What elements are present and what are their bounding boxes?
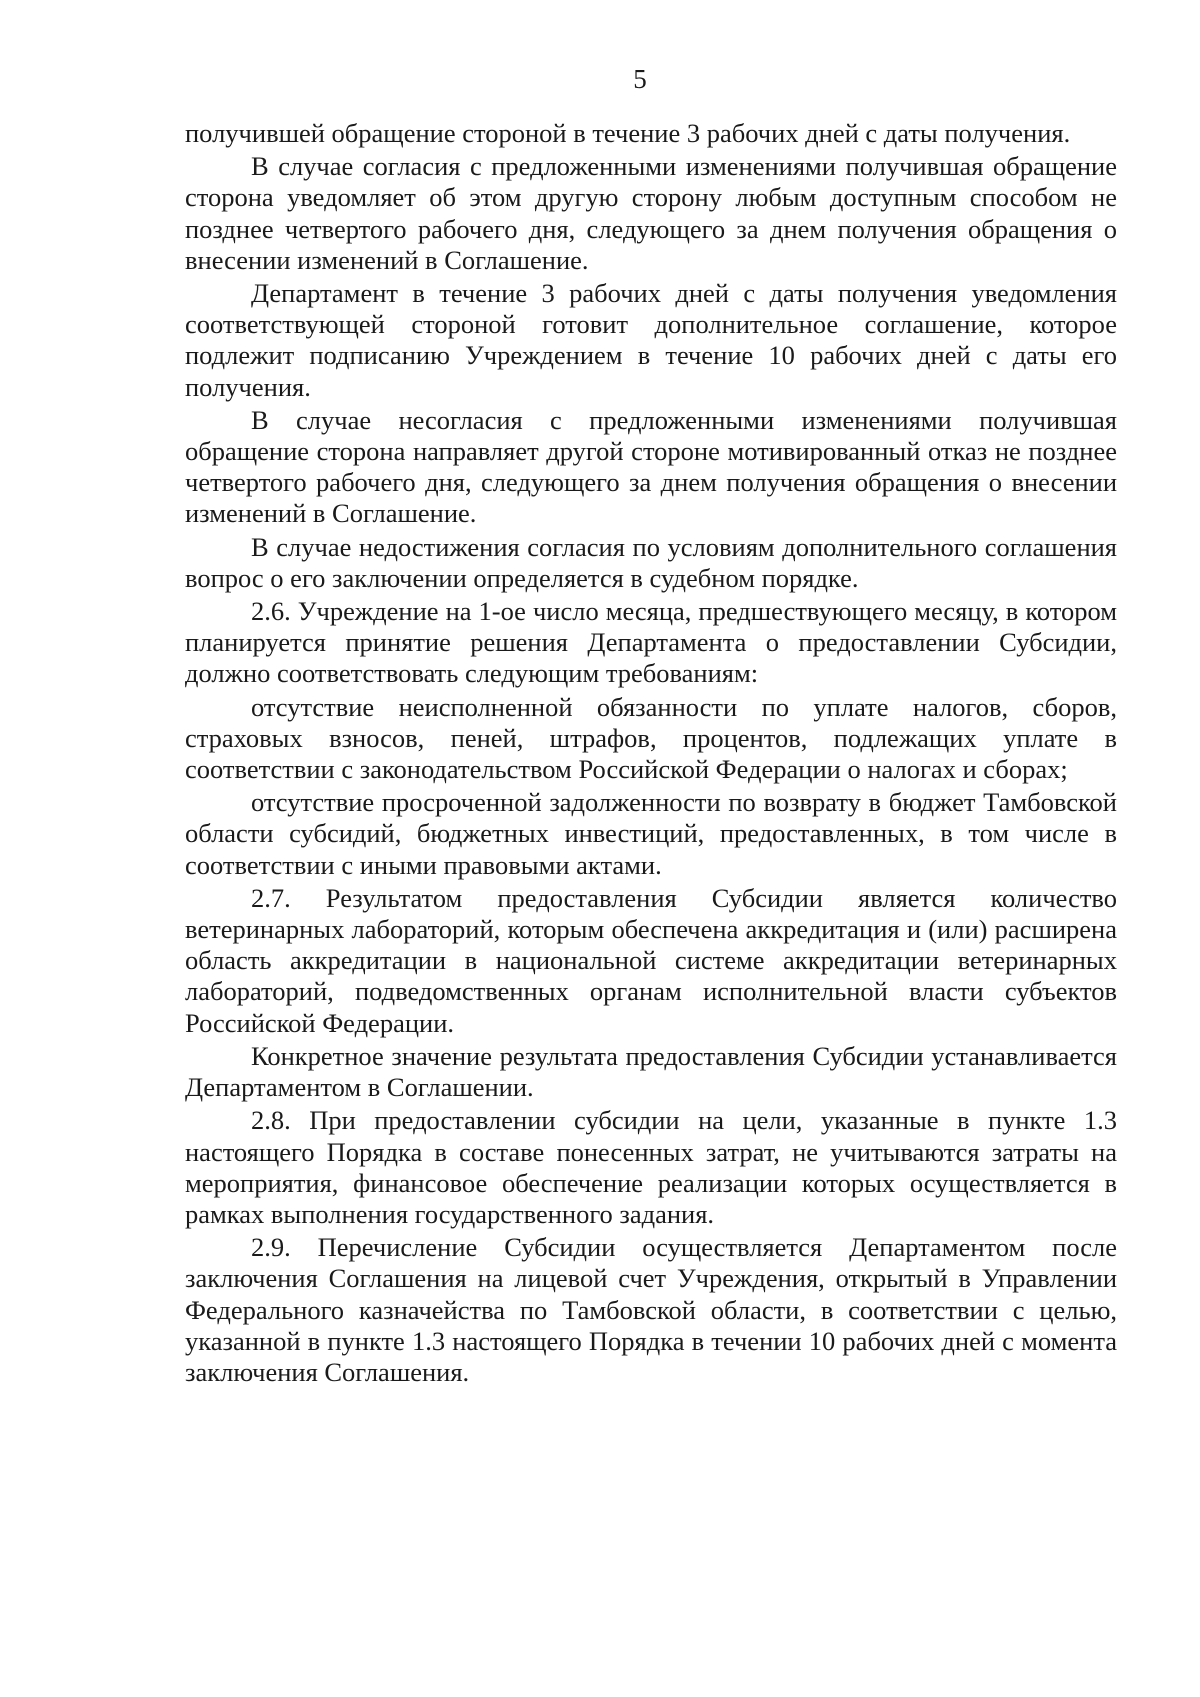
paragraph: В случае недостижения согласия по условиям дополнительного соглашения вопрос о его заключении определяется в судебном порядке. <box>185 531 1117 593</box>
paragraph: В случае несогласия с предложенными изменениями получившая обращение сторона направляет другой стороне мотивированный отказ не позднее четвертого рабочего дня, следующего за днем получения обращения о внесении изменений в Соглашение. <box>185 404 1117 529</box>
paragraph: 2.8. При предоставлении субсидии на цели, указанные в пункте 1.3 настоящего Порядка в составе понесенных затрат, не учитываются затраты на мероприятия, финансовое обеспечение реализации которых осуществляется в рамках выполнения государственного задания. <box>185 1105 1117 1229</box>
paragraph: Департамент в течение 3 рабочих дней с даты получения уведомления соответствующей стороной готовит дополнительное соглашение, которое подлежит подписанию Учреждением в течение 10 рабочих дней с даты его получения. <box>185 278 1117 402</box>
document-body <box>185 118 1117 1388</box>
paragraph: В случае согласия с предложенными изменениями получившая обращение сторона уведомляет об этом другую сторону любым доступным способом не позднее четвертого рабочего дня, следующего за днем получения обращения о внесении изменений в Соглашение. <box>185 151 1117 275</box>
paragraph: 2.7. Результатом предоставления Субсидии является количество ветеринарных лабораторий, которым обеспечена аккредитация и (или) расширена область аккредитации в национальной системе аккредитации ветеринарных лабораторий, подведомственных органам исполнительной власти субъектов Российской Федерации. <box>185 882 1117 1038</box>
paragraph: отсутствие просроченной задолженности по возврату в бюджет Тамбовской области субсидий, бюджетных инвестиций, предоставленных, в том числе в соответствии с иными правовыми актами. <box>185 787 1117 880</box>
paragraph: отсутствие неисполненной обязанности по уплате налогов, сборов, страховых взносов, пеней, штрафов, процентов, подлежащих уплате в соответствии с законодательством Российской Федерации о налогах и сборах; <box>185 691 1117 785</box>
paragraph: получившей обращение стороной в течение 3 рабочих дней с даты получения. <box>185 118 1071 148</box>
paragraph: Конкретное значение результата предоставления Субсидии устанавливается Департаментом в Соглашении. <box>185 1040 1117 1103</box>
paragraph: 2.6. Учреждение на 1-ое число месяца, предшествующего месяцу, в котором планируется принятие решения Департамента о предоставлении Субсидии, должно соответствовать следующим требованиям: <box>185 596 1117 689</box>
page-number: 5 <box>633 64 647 94</box>
paragraph: 2.9. Перечисление Субсидии осуществляется Департаментом после заключения Соглашения на лицевой счет Учреждения, открытый в Управлении Федерального казначейства по Тамбовской области, в соответствии с целью, указанной в пункте 1.3 настоящего Порядка в течении 10 рабочих дней с момента заключения Соглашения. <box>185 1232 1117 1387</box>
